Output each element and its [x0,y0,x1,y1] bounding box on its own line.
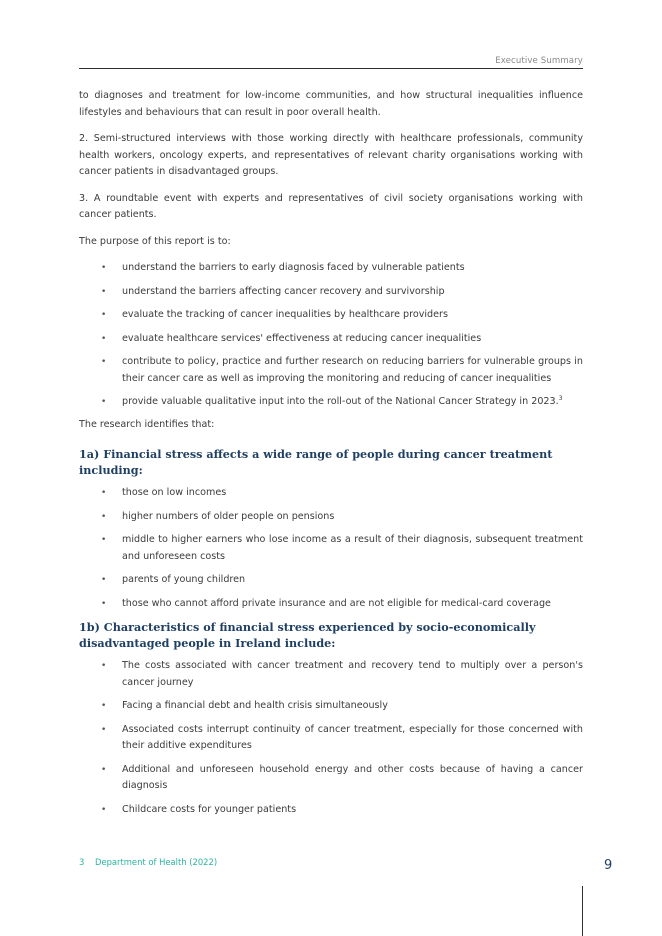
list-item: • evaluate the tracking of cancer inequalities by healthcare providers [79,307,583,324]
body-paragraph: 2. Semi-structured interviews with those working directly with healthcare professionals, community health workers, oncology experts, and representatives of relevant charity organisations working with cancer patients in disadvantaged groups. [79,133,583,177]
bullet-icon: • [101,286,107,297]
section-heading-1a: 1a) Financial stress affects a wide range of people during cancer treatment including: [79,447,553,477]
body-paragraph: 3. A roundtable event with experts and representatives of civil society organisations working with cancer patients. [79,192,583,220]
footnote-text: Department of Health (2022) [95,857,218,867]
footnote-reference[interactable]: 3 [558,394,563,402]
bullet-icon: • [101,310,107,320]
list-item: • contribute to policy, practice and further research on reducing barriers for vulnerable groups in their cancer care as well as improving the monitoring and reducing of cancer inequalities [101,356,583,384]
list-item: • those who cannot afford private insurance and are not eligible for medical-card coverage [79,596,583,613]
bullet-icon: • [101,535,107,545]
bullet-icon: • [101,263,107,273]
body-paragraph: to diagnoses and treatment for low-income communities, and how structural inequalities influence lifestyles and behaviours that can result in poor overall health. [79,90,583,118]
page-number: 9 [604,858,613,873]
purpose-list [79,260,583,411]
page-number-divider [582,886,583,936]
list-item: • understand the barriers to early diagnosis faced by vulnerable patients [79,260,583,277]
list-item: • Additional and unforeseen household energy and other costs because of having a cancer diagnosis [101,763,583,791]
bullet-icon: • [101,724,107,735]
header-divider [79,68,583,69]
list-item: • those on low incomes [79,485,583,502]
running-header: Executive Summary [495,56,583,66]
list-item: • provide valuable qualitative input into the roll-out of the National Cancer Strategy in 2023.$^3$ [79,394,583,411]
page-body [79,88,583,825]
section-heading-1b: 1b) Characteristics of financial stress experienced by socio-economically disadvantaged people in Ireland include: [79,620,536,650]
list-item: • evaluate healthcare services' effectiveness at reducing cancer inequalities [79,331,583,348]
footnote [79,857,217,867]
bullet-icon: • [101,397,107,407]
section-1b-list [79,658,583,818]
bullet-icon: • [101,661,107,671]
bullet-icon: • [101,764,107,775]
list-item: • Facing a financial debt and health crisis simultaneously [79,698,583,715]
footnote-number: 3 [79,857,85,867]
bullet-icon: • [101,488,107,498]
bullet-icon: • [101,511,107,522]
list-item: • The costs associated with cancer treatment and recovery tend to multiply over a person's cancer journey [101,660,583,688]
list-item: • Associated costs interrupt continuity of cancer treatment, especially for those concerned with their additive expenditures [101,723,583,751]
list-item: • Childcare costs for younger patients [79,802,583,819]
bullet-icon: • [101,804,107,815]
list-item: • parents of young children [79,572,583,589]
list-item: • middle to higher earners who lose income as a result of their diagnosis, subsequent treatment and unforeseen costs [101,534,583,562]
bullet-icon: • [101,701,107,711]
body-paragraph: The research identifies that: [79,418,215,430]
bullet-icon: • [101,598,107,609]
list-item: • higher numbers of older people on pensions [79,509,583,526]
bullet-icon: • [101,333,107,344]
section-1a-list [79,485,583,612]
list-item: • understand the barriers affecting cancer recovery and survivorship [79,284,583,301]
body-paragraph: The purpose of this report is to: [79,235,231,247]
bullet-icon: • [101,357,107,367]
bullet-icon: • [101,575,107,585]
